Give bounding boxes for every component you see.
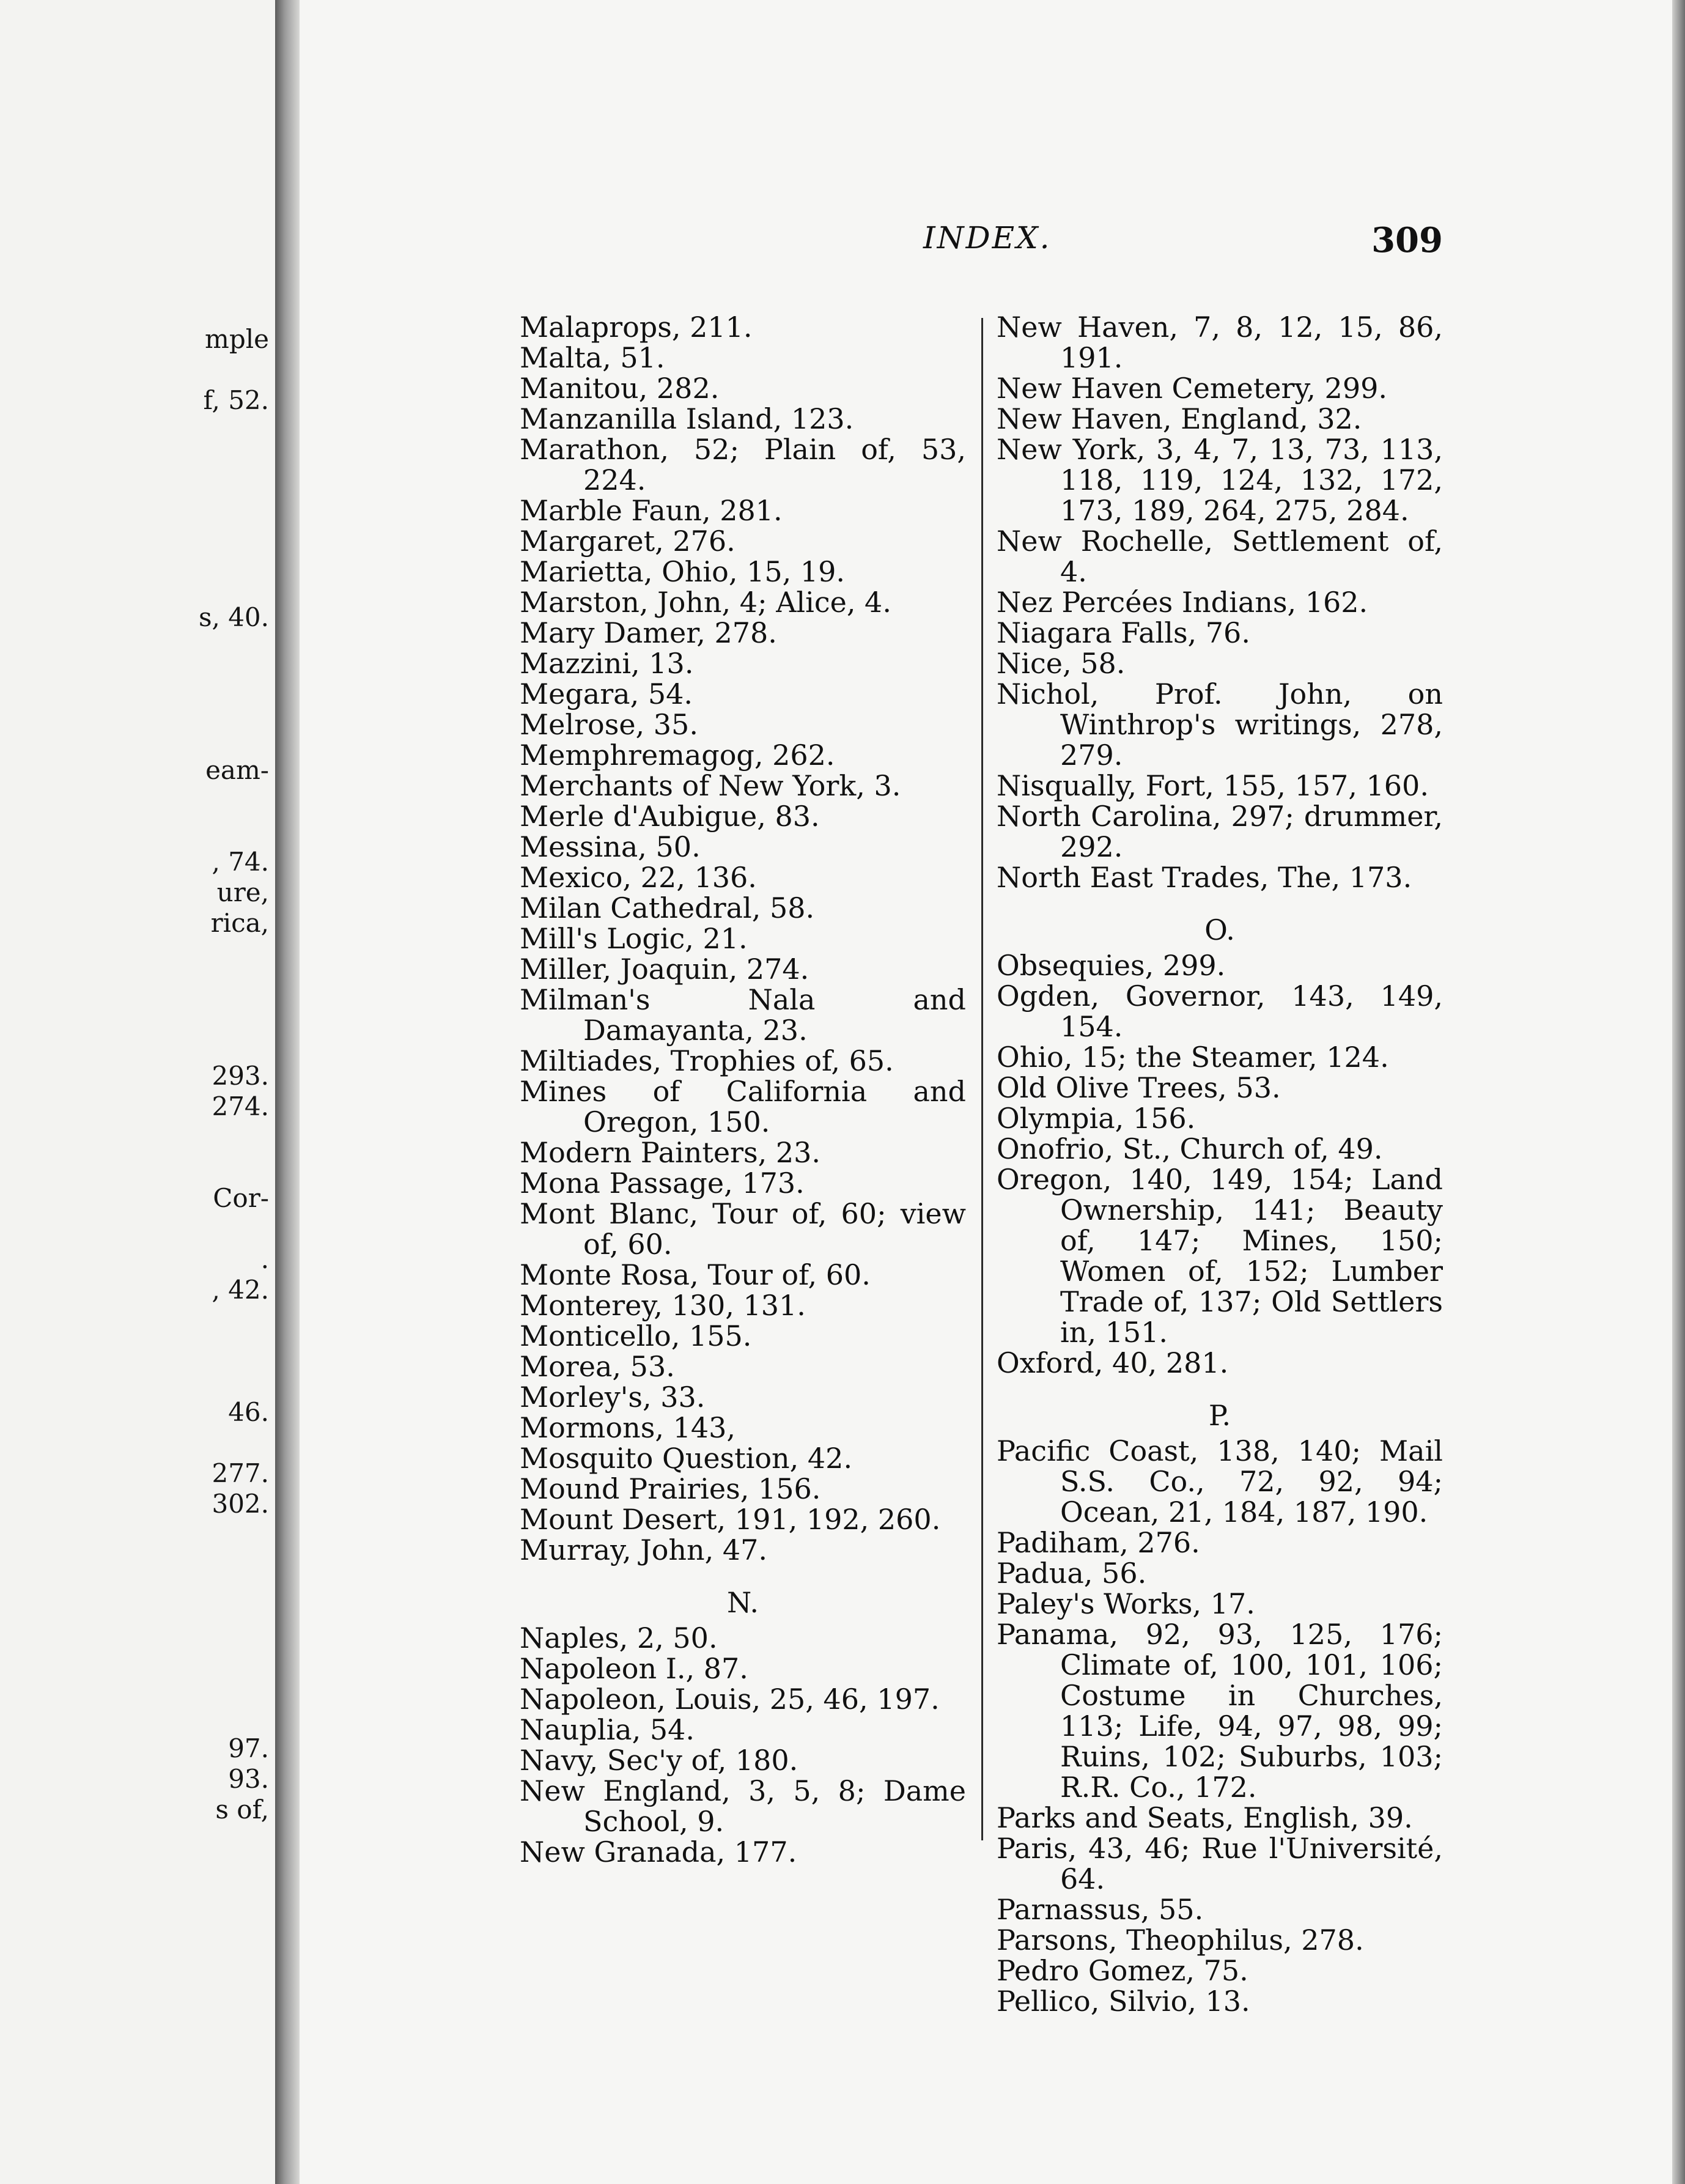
index-entry: North East Trades, The, 173. bbox=[997, 861, 1412, 894]
index-entry: Melrose, 35. bbox=[520, 708, 698, 741]
index-entry: Merle d'Aubigue, 83. bbox=[520, 800, 820, 833]
facing-page-text: 93. bbox=[228, 1764, 269, 1794]
index-entry: New Haven Cemetery, 299. bbox=[997, 372, 1387, 405]
index-entry: Mosquito Question, 42. bbox=[520, 1442, 853, 1475]
facing-page-text: . bbox=[260, 1244, 269, 1274]
facing-page-text: s of, bbox=[215, 1795, 269, 1824]
index-entry: Onofrio, St., Church of, 49. bbox=[997, 1132, 1383, 1165]
facing-page-text: 46. bbox=[228, 1397, 269, 1427]
facing-page-text: , 74. bbox=[212, 847, 269, 877]
index-entry: Parsons, Theophilus, 278. bbox=[997, 1924, 1364, 1957]
page-edge bbox=[1672, 0, 1685, 2184]
column-divider bbox=[981, 318, 983, 1840]
index-entry: Parnassus, 55. bbox=[997, 1893, 1204, 1926]
index-entry: New Haven, England, 32. bbox=[997, 402, 1362, 435]
index-entry: Monte Rosa, Tour of, 60. bbox=[520, 1258, 871, 1291]
index-entry: Mormons, 143, bbox=[520, 1411, 736, 1444]
index-entry: Nichol, Prof. John, on Winthrop's writings, 278, 279. bbox=[997, 677, 1443, 772]
facing-page-text: s, 40. bbox=[198, 602, 269, 632]
section-letter: P. bbox=[1208, 1399, 1231, 1432]
index-entry: New Haven, 7, 8, 12, 15, 86, 191. bbox=[997, 311, 1443, 374]
section-letter: O. bbox=[1204, 913, 1235, 946]
index-entry: Memphremagog, 262. bbox=[520, 739, 835, 772]
index-entry: Napoleon I., 87. bbox=[520, 1652, 748, 1685]
facing-page-text: 277. bbox=[212, 1458, 269, 1488]
index-entry: Pellico, Silvio, 13. bbox=[997, 1985, 1250, 2018]
facing-page-text: 274. bbox=[212, 1091, 269, 1121]
index-entry: New England, 3, 5, 8; Dame School, 9. bbox=[520, 1774, 966, 1838]
page-header bbox=[300, 220, 1443, 263]
index-page bbox=[300, 0, 1685, 2184]
section-letter: N. bbox=[727, 1586, 759, 1619]
index-entry: Padua, 56. bbox=[997, 1557, 1147, 1590]
index-entry: Nauplia, 54. bbox=[520, 1713, 695, 1746]
index-entry: Panama, 92, 93, 125, 176; Climate of, 100, 101, 106; Costume in Churches, 113; Life, 94, 97, 98, 99; Ruins, 102; Suburbs, 103; R.R. Co., 172. bbox=[997, 1618, 1443, 1804]
index-entry: Miltiades, Trophies of, 65. bbox=[520, 1044, 894, 1077]
index-entry: Mary Damer, 278. bbox=[520, 616, 777, 649]
facing-page-text: 97. bbox=[228, 1733, 269, 1763]
index-entry: Manzanilla Island, 123. bbox=[520, 402, 854, 435]
index-entry: Milan Cathedral, 58. bbox=[520, 891, 815, 924]
index-entry: Paris, 43, 46; Rue l'Université, 64. bbox=[997, 1832, 1443, 1895]
index-entry: Milman's Nala and Damayanta, 23. bbox=[520, 983, 966, 1047]
index-entry: Olympia, 156. bbox=[997, 1102, 1196, 1135]
index-entry: Mont Blanc, Tour of, 60; view of, 60. bbox=[520, 1197, 966, 1261]
index-entry: Mona Passage, 173. bbox=[520, 1167, 805, 1200]
index-entry: Morea, 53. bbox=[520, 1350, 675, 1383]
index-entry: Margaret, 276. bbox=[520, 525, 736, 558]
index-entry: Padiham, 276. bbox=[997, 1526, 1200, 1559]
book-gutter bbox=[275, 0, 300, 2184]
index-entry: Nice, 58. bbox=[997, 647, 1126, 680]
index-entry: Merchants of New York, 3. bbox=[520, 769, 901, 802]
index-entry: Mill's Logic, 21. bbox=[520, 922, 748, 955]
index-entry: Marston, John, 4; Alice, 4. bbox=[520, 586, 891, 619]
index-entry: Mount Desert, 191, 192, 260. bbox=[520, 1503, 941, 1536]
index-entry: Ohio, 15; the Steamer, 124. bbox=[997, 1041, 1389, 1074]
index-entry: Parks and Seats, English, 39. bbox=[997, 1801, 1413, 1834]
index-entry: Oregon, 140, 149, 154; Land Ownership, 141; Beauty of, 147; Mines, 150; Women of, 152; Lumber Trade of, 137; Old Settlers in, 151. bbox=[997, 1163, 1443, 1349]
index-entry: Monticello, 155. bbox=[520, 1319, 752, 1352]
index-entry: Murray, John, 47. bbox=[520, 1533, 768, 1566]
index-entry: Obsequies, 299. bbox=[997, 949, 1226, 982]
index-entry: Niagara Falls, 76. bbox=[997, 616, 1250, 649]
index-column-left bbox=[520, 312, 966, 1867]
index-entry: Mines of California and Oregon, 150. bbox=[520, 1075, 966, 1138]
index-entry: Malta, 51. bbox=[520, 341, 665, 374]
facing-page-text: Cor- bbox=[213, 1183, 269, 1213]
index-entry: Nisqually, Fort, 155, 157, 160. bbox=[997, 769, 1429, 802]
index-entry: Oxford, 40, 281. bbox=[997, 1346, 1229, 1379]
facing-page-text: , 42. bbox=[212, 1275, 269, 1305]
index-entry: Messina, 50. bbox=[520, 830, 701, 863]
index-entry: Marble Faun, 281. bbox=[520, 494, 783, 527]
index-entry: Miller, Joaquin, 274. bbox=[520, 953, 809, 986]
index-column-right bbox=[997, 312, 1443, 2016]
index-entry: Naples, 2, 50. bbox=[520, 1621, 718, 1655]
facing-page-fragment bbox=[0, 0, 275, 2184]
facing-page-text: rica, bbox=[210, 908, 269, 938]
index-entry: Nez Percées Indians, 162. bbox=[997, 586, 1368, 619]
index-entry: Mexico, 22, 136. bbox=[520, 861, 757, 894]
facing-page-text: 302. bbox=[212, 1489, 269, 1519]
index-entry: Manitou, 282. bbox=[520, 372, 720, 405]
index-entry: Marathon, 52; Plain of, 53, 224. bbox=[520, 433, 966, 496]
index-entry: Navy, Sec'y of, 180. bbox=[520, 1744, 798, 1777]
index-entry: Megara, 54. bbox=[520, 677, 693, 710]
index-entry: New Granada, 177. bbox=[520, 1835, 797, 1869]
index-entry: Pacific Coast, 138, 140; Mail S.S. Co., 72, 92, 94; Ocean, 21, 184, 187, 190. bbox=[997, 1434, 1443, 1529]
index-entry: Ogden, Governor, 143, 149, 154. bbox=[997, 979, 1443, 1043]
facing-page-text: f, 52. bbox=[203, 385, 269, 415]
index-entry: Malaprops, 211. bbox=[520, 311, 753, 344]
facing-page-text: mple bbox=[205, 324, 269, 354]
index-entry: New York, 3, 4, 7, 13, 73, 113, 118, 119, 124, 132, 172, 173, 189, 264, 275, 284. bbox=[997, 433, 1443, 527]
index-entry: Modern Painters, 23. bbox=[520, 1136, 821, 1169]
index-entry: Morley's, 33. bbox=[520, 1381, 706, 1414]
index-entry: New Rochelle, Settlement of, 4. bbox=[997, 525, 1443, 588]
index-entry: Mound Prairies, 156. bbox=[520, 1472, 821, 1505]
index-entry: North Carolina, 297; drummer, 292. bbox=[997, 800, 1443, 863]
index-entry: Paley's Works, 17. bbox=[997, 1587, 1255, 1620]
page-number: 309 bbox=[1371, 220, 1443, 260]
index-entry: Old Olive Trees, 53. bbox=[997, 1071, 1281, 1104]
running-title: INDEX. bbox=[923, 220, 1052, 256]
index-entry: Pedro Gomez, 75. bbox=[997, 1954, 1248, 1987]
facing-page-text: 293. bbox=[212, 1061, 269, 1091]
index-entry: Mazzini, 13. bbox=[520, 647, 694, 680]
facing-page-text: eam- bbox=[205, 755, 269, 785]
index-entry: Monterey, 130, 131. bbox=[520, 1289, 806, 1322]
facing-page-text: ure, bbox=[216, 877, 269, 907]
index-entry: Napoleon, Louis, 25, 46, 197. bbox=[520, 1683, 940, 1716]
index-entry: Marietta, Ohio, 15, 19. bbox=[520, 555, 846, 588]
